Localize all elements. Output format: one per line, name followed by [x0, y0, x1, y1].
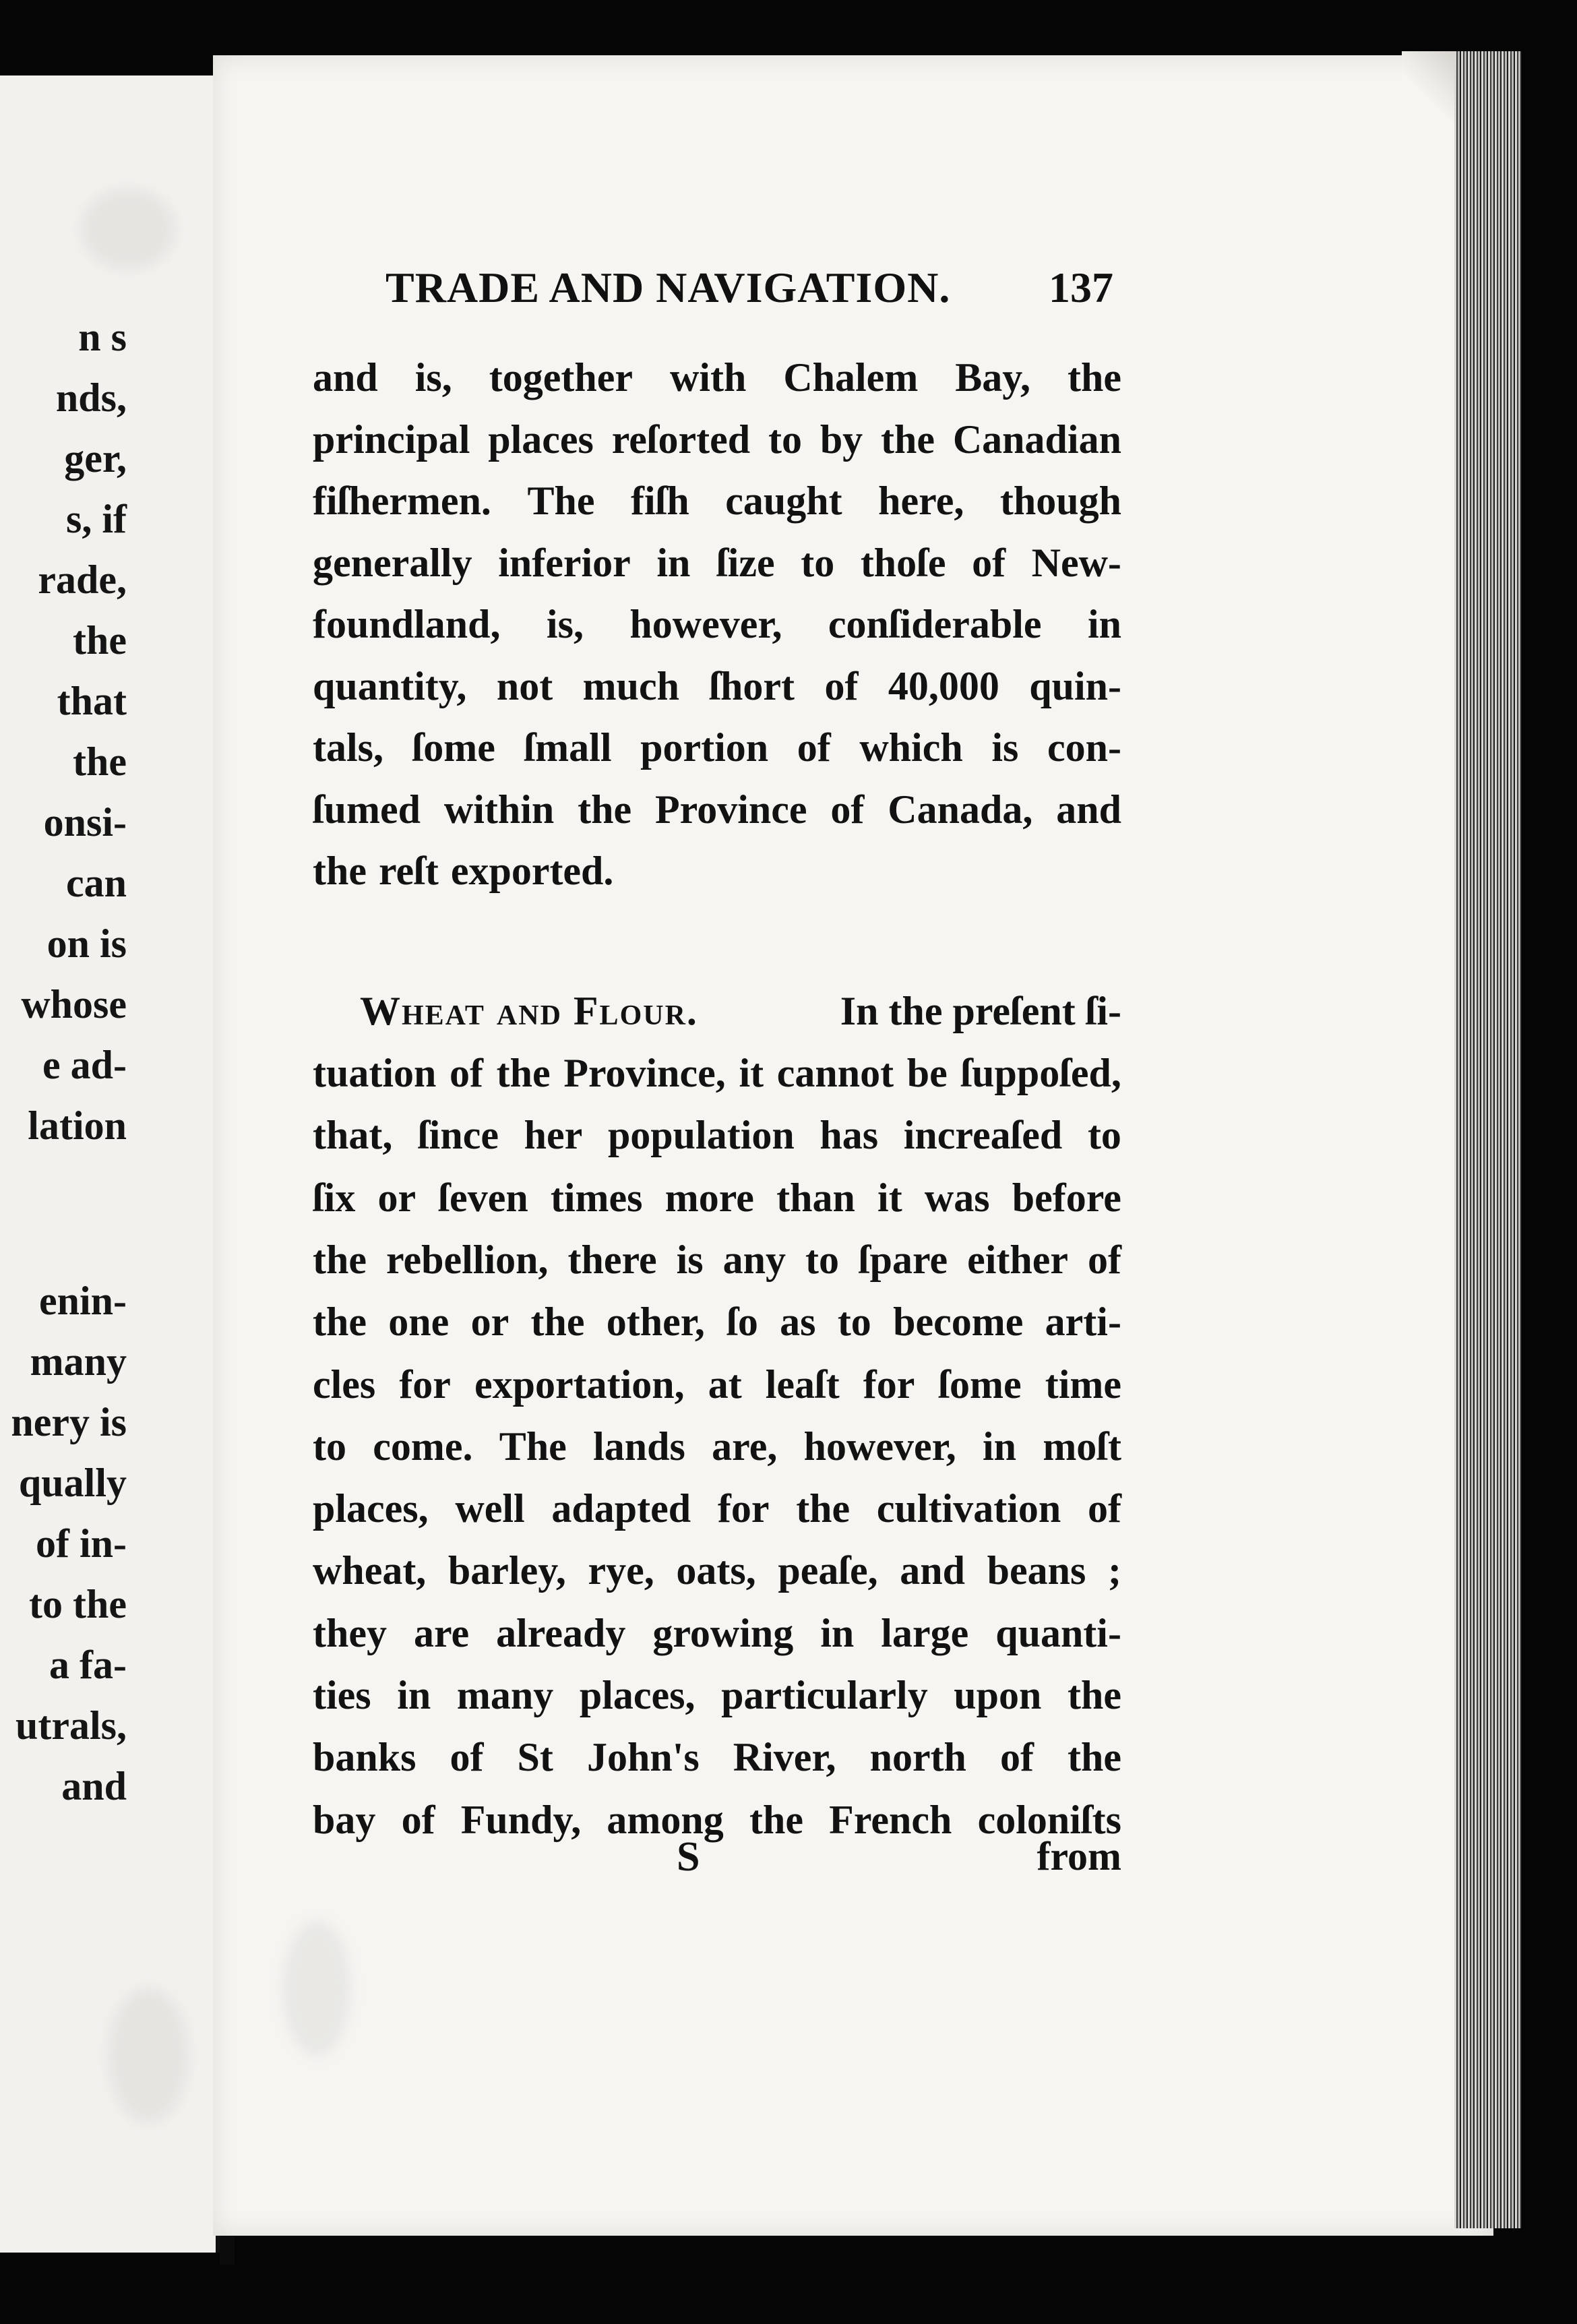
page-stack-edge	[1454, 51, 1522, 2228]
word: French	[829, 1798, 952, 1842]
word: growing	[652, 1611, 794, 1655]
word: however,	[629, 602, 782, 646]
word: adapted	[551, 1486, 691, 1531]
word: ſhort	[709, 664, 795, 708]
word: by	[820, 417, 863, 462]
word: here,	[878, 479, 964, 523]
word: and	[1056, 787, 1121, 832]
word: arti-	[1045, 1299, 1121, 1344]
signature-mark: S	[677, 1834, 700, 1880]
text-line	[313, 1550, 1121, 1597]
word: become	[893, 1299, 1024, 1344]
previous-page-fragment: the	[73, 739, 127, 784]
text-line	[313, 1364, 1121, 1411]
word: or	[377, 1175, 416, 1220]
word: of	[972, 541, 1006, 585]
word: conſiderable	[828, 602, 1042, 646]
previous-page-fragment: the	[73, 618, 127, 663]
word: is,	[414, 355, 452, 400]
word: her	[524, 1113, 583, 1157]
word: more	[664, 1175, 754, 1220]
word: tuation	[313, 1051, 437, 1095]
word: are	[413, 1611, 470, 1655]
word: before	[1012, 1175, 1121, 1220]
previous-page-fragment: ger,	[64, 436, 127, 481]
previous-page-fragment: to the	[29, 1582, 127, 1626]
word: Bay,	[955, 355, 1030, 400]
word: Canada,	[888, 787, 1033, 832]
previous-page-fragment: nery is	[11, 1400, 127, 1444]
word: ſix	[313, 1175, 356, 1220]
word: which	[859, 725, 963, 770]
word: fiſh	[631, 479, 689, 523]
word: well	[455, 1486, 525, 1531]
text-line	[313, 1053, 1121, 1100]
word: of	[450, 1735, 484, 1779]
text-line	[313, 543, 1121, 590]
previous-page-fragment: onsi-	[43, 800, 127, 845]
word: one	[388, 1299, 450, 1344]
word: cannot	[776, 1051, 894, 1095]
word: for	[717, 1486, 770, 1531]
word: the	[1068, 1735, 1121, 1779]
word: River,	[733, 1735, 836, 1779]
previous-page-fragment: e ad-	[42, 1043, 127, 1087]
word: with	[669, 355, 747, 400]
word: not	[496, 664, 553, 708]
word: principal	[313, 417, 470, 462]
word: the	[496, 1051, 551, 1095]
word: is	[676, 1237, 704, 1282]
word: other,	[606, 1299, 705, 1344]
word: ſmall	[524, 725, 612, 770]
word: reſt	[378, 849, 439, 893]
word: of	[824, 664, 859, 708]
word: ſince	[418, 1113, 499, 1157]
word: The	[527, 479, 595, 523]
word: con-	[1047, 725, 1121, 770]
word: generally	[313, 541, 472, 585]
word: ſeven	[438, 1175, 528, 1220]
word: than	[776, 1175, 855, 1220]
word: ſpare	[858, 1237, 948, 1282]
word: are,	[712, 1424, 778, 1469]
text-line	[313, 851, 1121, 898]
word: in	[397, 1673, 431, 1717]
word: of	[999, 1735, 1034, 1779]
word: exported.	[450, 849, 614, 893]
text-line	[313, 1488, 1121, 1535]
word: that,	[313, 1113, 393, 1157]
word: the	[313, 1237, 367, 1282]
word: the	[749, 1798, 803, 1842]
page-smudge	[81, 189, 175, 270]
word: in	[1087, 602, 1121, 646]
word: particularly	[721, 1673, 928, 1717]
previous-page-fragment: lation	[28, 1103, 127, 1148]
word: for	[399, 1362, 451, 1407]
word: Province	[655, 787, 807, 832]
word: thoſe	[860, 541, 946, 585]
word: is	[991, 725, 1019, 770]
word: Province,	[563, 1051, 726, 1095]
word: exportation,	[474, 1362, 685, 1407]
word: John's	[586, 1735, 700, 1779]
word: of	[797, 725, 831, 770]
previous-page-fragment: a fa-	[49, 1643, 127, 1687]
word: foundland,	[313, 602, 501, 646]
word: in	[820, 1611, 855, 1655]
word: many	[456, 1673, 554, 1717]
word: lands	[593, 1424, 685, 1469]
word: there	[567, 1237, 657, 1282]
text-line	[313, 1737, 1121, 1784]
word: caught	[725, 479, 842, 523]
word: either	[967, 1237, 1069, 1282]
word: the	[578, 787, 632, 832]
heading-line-text: In the preſent ſi-	[840, 989, 1121, 1033]
word: New-	[1031, 541, 1121, 585]
word: rebellion,	[385, 1237, 549, 1282]
word: much	[582, 664, 679, 708]
word: times	[550, 1175, 643, 1220]
word: in	[656, 541, 691, 585]
word: places,	[313, 1486, 429, 1531]
word: and	[900, 1548, 966, 1593]
word: wheat,	[313, 1548, 427, 1593]
word: to	[837, 1299, 871, 1344]
word: they	[313, 1611, 387, 1655]
word: of	[1088, 1237, 1121, 1282]
word: Canadian	[952, 417, 1121, 462]
word: already	[496, 1611, 626, 1655]
word: at	[708, 1362, 742, 1407]
word: bay	[313, 1798, 376, 1842]
word: the	[796, 1486, 851, 1531]
word: ties	[313, 1673, 371, 1717]
word: 40,000	[888, 664, 999, 708]
word: it	[877, 1175, 902, 1220]
section-heading: Wheat and Flour.	[360, 989, 698, 1033]
word: banks	[313, 1735, 416, 1779]
word: together	[489, 355, 633, 400]
previous-page-fragment: can	[66, 861, 127, 905]
catchword: from	[1037, 1834, 1121, 1878]
page-number: 137	[1049, 264, 1113, 311]
text-line	[313, 419, 1121, 466]
previous-page-fragment: qually	[18, 1461, 127, 1505]
previous-page-fragment: that	[57, 679, 127, 723]
word: the	[313, 849, 367, 893]
page-header	[385, 263, 1120, 317]
word: come.	[373, 1424, 473, 1469]
word: ſo	[726, 1299, 758, 1344]
previous-page-fragment: n s	[78, 315, 127, 359]
word: of	[1087, 1486, 1121, 1531]
previous-page-fragment: whose	[21, 982, 127, 1027]
text-line	[313, 666, 1121, 713]
text-line	[313, 604, 1121, 651]
word: time	[1045, 1362, 1121, 1407]
word: leaſt	[765, 1362, 840, 1407]
word: the	[1068, 1673, 1121, 1717]
word: to	[805, 1237, 839, 1282]
word: and	[313, 355, 378, 400]
word: to	[801, 541, 835, 585]
previous-page-fragment: s, if	[66, 497, 127, 541]
word: inferior	[498, 541, 631, 585]
word: among	[607, 1798, 724, 1842]
text-line	[313, 991, 1121, 1038]
word: quin-	[1029, 664, 1121, 708]
word: Fundy,	[460, 1798, 582, 1842]
word: to	[1087, 1113, 1121, 1157]
page-smudge	[283, 1921, 350, 2056]
word: was	[924, 1175, 990, 1220]
word: portion	[640, 725, 769, 770]
word: quanti-	[995, 1611, 1121, 1655]
previous-page-fragment: nds,	[55, 375, 127, 420]
word: of	[830, 787, 865, 832]
word: beans	[987, 1548, 1086, 1593]
word: ſuppoſed,	[960, 1051, 1121, 1095]
word: the	[313, 1299, 367, 1344]
text-line	[313, 1299, 1121, 1349]
running-head: TRADE AND NAVIGATION.	[385, 264, 951, 311]
word: within	[443, 787, 555, 832]
word: The	[499, 1424, 567, 1469]
word: be	[906, 1051, 948, 1095]
word: ſome	[412, 725, 495, 770]
previous-page-fragment: many	[30, 1339, 127, 1384]
word: large	[881, 1611, 969, 1655]
word: quantity,	[313, 664, 467, 708]
word: of	[401, 1798, 435, 1842]
text-line	[313, 1175, 1121, 1225]
word: tals,	[313, 725, 383, 770]
word: barley,	[447, 1548, 566, 1593]
word: it	[739, 1051, 764, 1095]
text-line	[313, 727, 1121, 774]
word: cultivation	[876, 1486, 1061, 1531]
word: any	[722, 1237, 786, 1282]
word: St	[517, 1735, 553, 1779]
word: has	[820, 1113, 879, 1157]
word: cles	[313, 1362, 376, 1407]
previous-page-text-fragments	[0, 75, 127, 2253]
word: to	[313, 1424, 346, 1469]
word: oats,	[676, 1548, 756, 1593]
word: ;	[1107, 1548, 1121, 1593]
previous-page-fragment: of in-	[36, 1521, 127, 1566]
word: ſome	[938, 1362, 1022, 1407]
text-line	[313, 1613, 1121, 1660]
word: the	[881, 417, 935, 462]
word: rye,	[588, 1548, 654, 1593]
word: the	[1067, 355, 1121, 400]
previous-page-fragment: rade,	[38, 557, 127, 602]
text-line	[313, 1675, 1121, 1722]
text-line	[313, 1237, 1121, 1287]
text-line	[313, 789, 1121, 836]
word: moſt	[1043, 1424, 1121, 1469]
text-line	[313, 481, 1121, 528]
word: as	[780, 1299, 816, 1344]
text-line	[313, 1426, 1121, 1473]
word: or	[470, 1299, 509, 1344]
previous-page-fragment: utrals,	[16, 1703, 127, 1748]
previous-page-fragment: and	[61, 1764, 127, 1808]
word: to	[768, 417, 802, 462]
previous-page-edge	[0, 75, 220, 2253]
word: increaſed	[903, 1113, 1063, 1157]
word: coloniſts	[977, 1798, 1121, 1842]
page-smudge	[108, 1988, 189, 2123]
word: though	[999, 479, 1121, 523]
word: population	[607, 1113, 795, 1157]
word: ſumed	[313, 787, 421, 832]
word: places	[488, 417, 594, 462]
previous-page-fragment: enin-	[38, 1279, 127, 1323]
word: upon	[954, 1673, 1042, 1717]
text-line	[313, 1115, 1121, 1162]
word: in	[983, 1424, 1017, 1469]
word: Chalem	[783, 355, 919, 400]
text-line	[313, 357, 1121, 404]
word: peaſe,	[778, 1548, 878, 1593]
word: north	[869, 1735, 966, 1779]
word: however,	[803, 1424, 956, 1469]
word: the	[530, 1299, 585, 1344]
word: reſorted	[611, 417, 751, 462]
word: for	[863, 1362, 915, 1407]
word: places,	[579, 1673, 695, 1717]
page-footer	[313, 1833, 1121, 1887]
previous-page-fragment: on is	[47, 921, 127, 966]
word: of	[450, 1051, 484, 1095]
word: is,	[546, 602, 584, 646]
page-corner-fold	[1402, 51, 1456, 125]
word: fiſhermen.	[313, 479, 491, 523]
word: ſize	[716, 541, 775, 585]
